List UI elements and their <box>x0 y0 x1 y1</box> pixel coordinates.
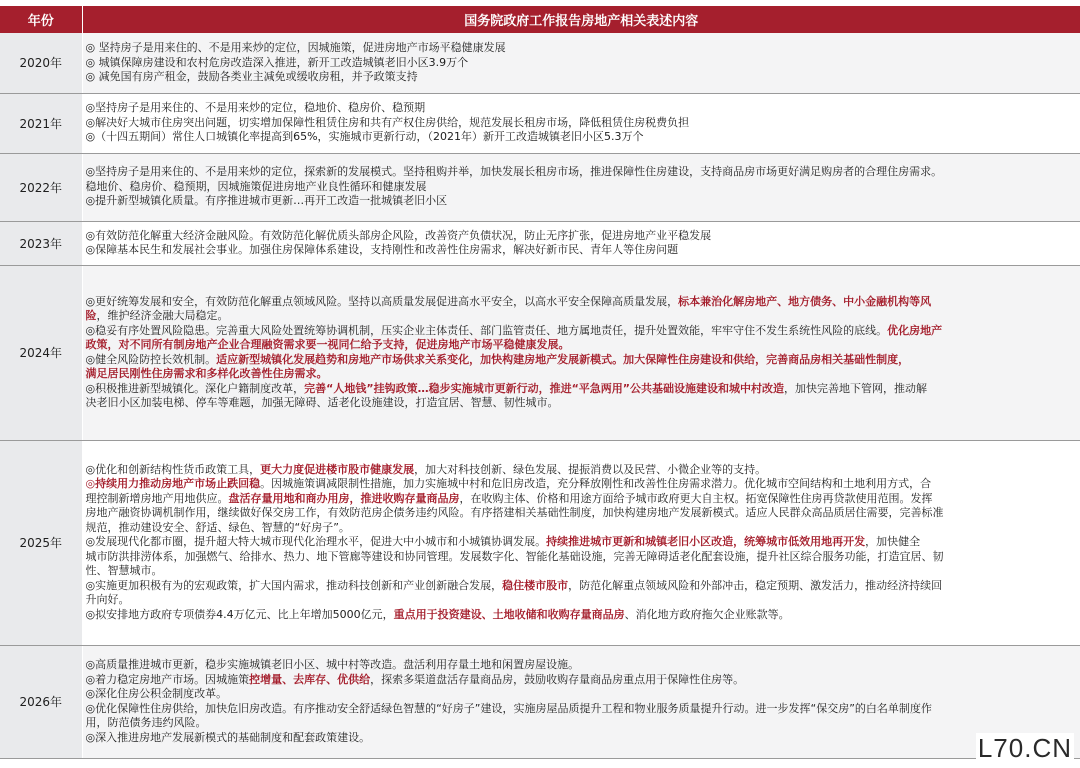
policy-text: 。因城施策调减限制性措施，加力实施城中村和危旧房改造，充分释放刚性和改善性住房需求潜力。优化城市空间结构和土地利用方式，合 <box>260 477 932 491</box>
content-line <box>86 324 1075 339</box>
highlighted-text: 盘活存量用地和商办用房，推进收购存量商品房 <box>228 491 460 505</box>
content-line <box>86 492 1075 507</box>
policy-text: 决老旧小区加装电梯、停车等难题，加强无障碍、适老化设施建设，打造宜居、智慧、韧性城市。 <box>85 396 559 409</box>
policy-text: ◎有效防范化解重大经济金融风险。有效防范化解优质头部房企风险，改善资产负债状况，防止无序扩张，促进房地产业平稳发展 <box>85 228 712 242</box>
table-row <box>0 645 1080 758</box>
year-cell: 2025年 <box>0 440 82 645</box>
policy-text: 规范，推动建设安全、舒适、绿色、智慧的“好房子”。 <box>85 520 350 534</box>
content-column-header: 国务院政府工作报告房地产相关表述内容 <box>82 6 1080 33</box>
content-line <box>86 338 1075 353</box>
content-line <box>86 658 1075 673</box>
content-line <box>86 593 1075 608</box>
highlighted-text: 满足居民刚性住房需求和多样化改善性住房需求。 <box>85 367 328 380</box>
content-line <box>86 521 1075 536</box>
content-line <box>86 579 1075 594</box>
table-body <box>0 33 1080 758</box>
content-line <box>86 130 1075 145</box>
content-cell <box>82 93 1080 153</box>
policy-text: ◎解决好大城市住房突出问题，切实增加保障性租赁住房和共有产权住房供给，规范发展长租房市场，降低租赁住房税费负担 <box>85 115 690 129</box>
content-line <box>86 382 1075 397</box>
policy-text: ◎健全风险防控长效机制。 <box>85 352 217 366</box>
content-line <box>86 353 1075 368</box>
highlighted-text: 重点用于投资建设、土地收储和收购存量商品房 <box>393 607 625 621</box>
policy-text: ，防范化解重点领域风险和外部冲击，稳定预期、激发活力，推动经济持续回 <box>568 578 943 592</box>
content-line <box>86 463 1075 478</box>
table-row <box>0 33 1080 93</box>
policy-text: ，加大对科技创新、绿色发展、提振消费以及民营、小微企业等的支持。 <box>414 462 767 476</box>
policy-text: ◎ 城镇保障房建设和农村危房改造深入推进，新开工改造城镇老旧小区3.9万个 <box>85 55 469 69</box>
content-line <box>86 396 1075 411</box>
highlighted-text: 控增量、去库存、优供给 <box>249 672 371 686</box>
content-cell <box>82 221 1080 265</box>
policy-text: ◎着力稳定房地产市场。因城施策 <box>85 672 250 686</box>
policy-text: ◎发展现代化都市圈，提升超大特大城市现代化治理水平，促进大中小城市和小城镇协调发展。 <box>85 535 547 549</box>
policy-text: ，维护经济金融大局稳定。 <box>96 309 229 322</box>
content-line <box>86 702 1075 717</box>
content-line <box>86 506 1075 521</box>
policy-text: ，在收购主体、价格和用途方面给予城市政府更大自主权。拓宽保障性住房再贷款使用范围。发挥 <box>459 491 933 505</box>
content-line <box>86 165 1075 180</box>
table-row <box>0 153 1080 221</box>
year-cell: 2022年 <box>0 153 82 221</box>
policy-text: ◎提升新型城镇化质量。有序推进城市更新…再开工改造一批城镇老旧小区 <box>85 194 448 208</box>
content-line <box>86 194 1075 209</box>
content-line <box>86 180 1075 195</box>
policy-text: ◎（十四五期间）常住人口城镇化率提高到65%，实施城市更新行动，（2021年）新开工改造城镇老旧小区5.3万个 <box>85 130 644 144</box>
table-row <box>0 221 1080 265</box>
content-line <box>86 309 1075 324</box>
highlighted-text: 适应新型城镇化发展趋势和房地产市场供求关系变化，加快构建房地产发展新模式。加大保障性住房建设和供给，完善商品房相关基础性制度， <box>216 352 910 366</box>
policy-text: ◎ 减免国有房产租金，鼓励各类业主减免或缓收房租，并予政策支持 <box>85 70 418 83</box>
highlighted-text: 稳住楼市股市 <box>502 578 569 592</box>
policy-text: ◎实施更加积极有为的宏观政策，扩大国内需求，推动科技创新和产业创新融合发展， <box>85 578 503 592</box>
highlighted-text: 标本兼治化解房地产、地方债务、中小金融机构等风 <box>678 294 932 308</box>
highlighted-text: ◎持续用力推动房地产市场止跌回稳 <box>85 477 261 491</box>
watermark-text: L70.CN <box>977 733 1072 763</box>
table-row <box>0 265 1080 440</box>
content-line <box>86 716 1075 731</box>
policy-text: 、消化地方政府拖欠企业账款等。 <box>624 607 790 621</box>
content-cell <box>82 440 1080 645</box>
table-row <box>0 93 1080 153</box>
policy-text: ◎稳妥有序处置风险隐患。完善重大风险处置统筹协调机制，压实企业主体责任、部门监管责任、地方属地责任，提升处置效能，牢牢守住不发生系统性风险的底线。 <box>85 323 888 337</box>
content-line <box>86 295 1075 310</box>
year-cell: 2021年 <box>0 93 82 153</box>
content-line <box>86 564 1075 579</box>
content-cell <box>82 645 1080 758</box>
policy-text: 理控制新增房地产用地供应。 <box>85 491 229 505</box>
content-line <box>86 731 1075 746</box>
content-line <box>86 70 1075 85</box>
highlighted-text: 政策，对不同所有制房地产企业合理融资需求要一视同仁给予支持，促进房地产市场平稳健康发展。 <box>85 338 570 351</box>
content-line <box>86 687 1075 702</box>
content-line <box>86 550 1075 565</box>
policy-text: ，加快健全 <box>865 535 921 549</box>
content-line <box>86 56 1075 71</box>
highlighted-text: 持续推进城市更新和城镇老旧小区改造，统筹城市低效用地再开发 <box>546 535 866 549</box>
highlighted-text: 优化房地产 <box>887 323 943 337</box>
table-header-row <box>0 6 1080 33</box>
content-line <box>86 673 1075 688</box>
year-cell: 2024年 <box>0 265 82 440</box>
policy-text: ，探索多渠道盘活存量商品房，鼓励收购存量商品房重点用于保障性住房等。 <box>370 672 745 686</box>
policy-text: 房地产融资协调机制作用，继续做好保交房工作，有效防范房企债务违约风险。有序搭建相关基础性制度，加快构建房地产发展新模式。适应人民群众高品质居住需要，完善标准 <box>85 506 944 520</box>
content-line <box>86 535 1075 550</box>
year-cell: 2023年 <box>0 221 82 265</box>
policy-text: 性、智慧城市。 <box>85 564 163 578</box>
year-cell: 2026年 <box>0 645 82 758</box>
content-line <box>86 367 1075 382</box>
policy-text: ◎优化保障性住房供给，加快危旧房改造。有序推动安全舒适绿色智慧的“好房子”建设，实施房屋品质提升工程和物业服务质量提升行动。进一步发挥“保交房”的白名单制度作 <box>85 701 932 715</box>
content-line <box>86 477 1075 492</box>
content-cell <box>82 153 1080 221</box>
policy-text: ◎拟安排地方政府专项债券4.4万亿元、比上年增加5000亿元， <box>85 607 394 621</box>
highlighted-text: 险 <box>85 309 97 322</box>
policy-text: ◎ 坚持房子是用来住的、不是用来炒的定位，因城施策，促进房地产市场平稳健康发展 <box>85 41 506 54</box>
highlighted-text: 更大力度促进楼市股市健康发展 <box>260 462 415 476</box>
table-row <box>0 440 1080 645</box>
policy-text: ◎高质量推进城市更新，稳步实施城镇老旧小区、城中村等改造。盘活利用存量土地和闲置房屋设施。 <box>85 658 580 671</box>
policy-text: ◎深入推进房地产发展新模式的基础制度和配套政策建设。 <box>85 730 371 744</box>
content-line <box>86 41 1075 56</box>
policy-text: 稳地价、稳房价、稳预期，因城施策促进房地产业良性循环和健康发展 <box>85 179 427 193</box>
content-line <box>86 243 1075 258</box>
content-line <box>86 101 1075 116</box>
policy-table <box>0 6 1080 759</box>
policy-text: 用，防范债务违约风险。 <box>85 716 207 729</box>
policy-text: 城市防洪排涝体系，加强燃气、给排水、热力、地下管廊等建设和协同管理。发展数字化、智能化基础设施，完善无障碍适老化配套设施，提升社区综合服务功能，打造宜居、韧 <box>85 549 944 563</box>
content-cell <box>82 265 1080 440</box>
highlighted-text: 完善“人地钱”挂钩政策…稳步实施城市更新行动，推进“平急两用”公共基础设施建设和城中村改造 <box>304 381 785 395</box>
content-cell <box>82 33 1080 93</box>
policy-text: ，加快完善地下管网，推动解 <box>784 381 928 395</box>
content-line <box>86 116 1075 131</box>
year-column-header: 年份 <box>0 6 82 33</box>
policy-text: ◎更好统筹发展和安全，有效防范化解重点领域风险。坚持以高质量发展促进高水平安全，以高水平安全保障高质量发展， <box>85 294 679 308</box>
policy-text: ◎积极推进新型城镇化。深化户籍制度改革， <box>85 381 305 395</box>
policy-text: ◎保障基本民生和发展社会事业。加强住房保障体系建设，支持刚性和改善性住房需求，解决好新市民、青年人等住房问题 <box>85 243 679 256</box>
policy-text: ◎优化和创新结构性货币政策工具， <box>85 462 261 476</box>
policy-text: 升向好。 <box>85 593 130 607</box>
policy-text: ◎坚持房子是用来住的、不是用来炒的定位，稳地价、稳房价、稳预期 <box>85 101 426 115</box>
year-cell: 2020年 <box>0 33 82 93</box>
policy-text: ◎坚持房子是用来住的、不是用来炒的定位，探索新的发展模式。坚持租购并举，加快发展长租房市场，推进保障性住房建设，支持商品房市场更好满足购房者的合理住房需求。 <box>85 165 943 179</box>
policy-text: ◎深化住房公积金制度改革。 <box>85 687 228 700</box>
content-line <box>86 608 1075 623</box>
content-line <box>86 229 1075 244</box>
